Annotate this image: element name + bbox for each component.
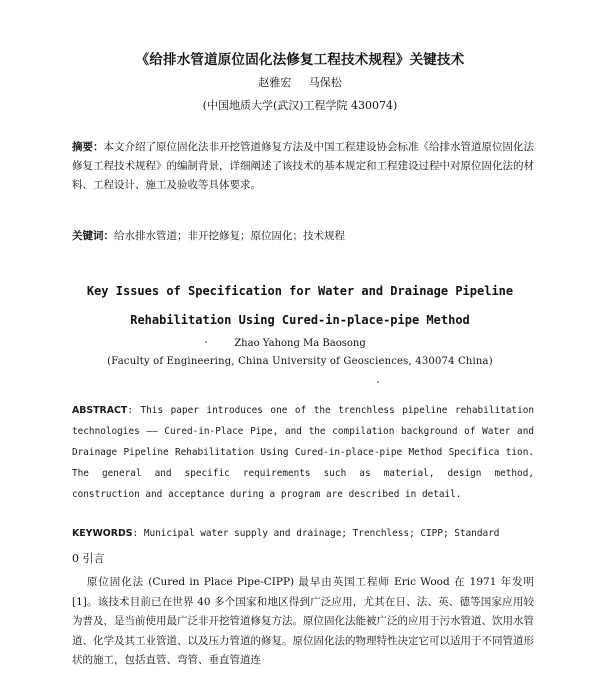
scan-speck bbox=[377, 381, 379, 383]
english-affiliation: (Faculty of Engineering, China University of Geosciences, 430074 China) bbox=[107, 356, 493, 367]
chinese-keywords bbox=[72, 228, 534, 243]
english-keywords bbox=[72, 528, 534, 539]
english-title bbox=[0, 277, 600, 335]
english-abstract-label: ABSTRACT bbox=[72, 405, 128, 416]
section-heading: 0 引言 bbox=[72, 552, 105, 565]
chinese-abstract bbox=[72, 138, 534, 195]
english-authors: Zhao Yahong Ma Baosong bbox=[234, 338, 366, 349]
chinese-abstract-text: 本文介绍了原位固化法非开挖管道修复方法及中国工程建设协会标准《给排水管道原位固化法修复工程技术规程》的编制背景，详细阐述了该技术的基本规定和工程建设过程中对原位固化法的材料、工程设计、施工及验收等具体要求。 bbox=[72, 141, 534, 191]
english-title-line1: Key Issues of Specification for Water and Drainage Pipeline bbox=[86, 284, 514, 298]
chinese-abstract-label: 摘要： bbox=[72, 141, 104, 153]
chinese-authors: 赵雅宏 马保松 bbox=[258, 76, 342, 89]
english-keywords-text: : Municipal water supply and drainage; Trenchless; CIPP; Standard bbox=[132, 528, 500, 539]
introduction-paragraph bbox=[72, 573, 534, 671]
chinese-keywords-label: 关键词： bbox=[72, 230, 114, 242]
scan-speck bbox=[205, 341, 207, 343]
chinese-title: 《给排水管道原位固化法修复工程技术规程》关键技术 bbox=[135, 52, 465, 68]
chinese-keywords-text: 给水排水管道；非开挖修复；原位固化；技术规程 bbox=[114, 230, 345, 242]
english-abstract bbox=[72, 400, 534, 505]
english-title-line2: Rehabilitation Using Cured-in-place-pipe Method bbox=[130, 313, 470, 327]
chinese-affiliation: (中国地质大学(武汉)工程学院 430074) bbox=[202, 99, 398, 112]
english-abstract-text: : This paper introduces one of the trenchless pipeline rehabilitation technologies —— Cured-in-Place Pipe, and the compilation background of Water and Drainage Pipeline Rehabilitation Using Cured-in-place-pipe Method Specifica tion. The general and specific requirements such as material, design method, construction and acceptance during a program are described in detail. bbox=[72, 405, 534, 500]
introduction-text: 原位固化法 (Cured in Place Pipe-CIPP) 最早由英国工程师 Eric Wood 在 1971 年发明[1]。该技术目前已在世界 40 多个国家和地区得到广泛应用，尤其在日、法、英、德等国家应用较为普及，是当前使用最广泛非开挖管道修复方法。原位固化法能被广泛的应用于污水管道、饮用水管道、化学及其工业管道、以及压力管道的修复。原位固化法的物理特性决定它可以适用于不同管道形状的施工，包括直管、弯管、垂直管道连 bbox=[72, 576, 534, 666]
english-keywords-label: KEYWORDS bbox=[72, 528, 133, 539]
